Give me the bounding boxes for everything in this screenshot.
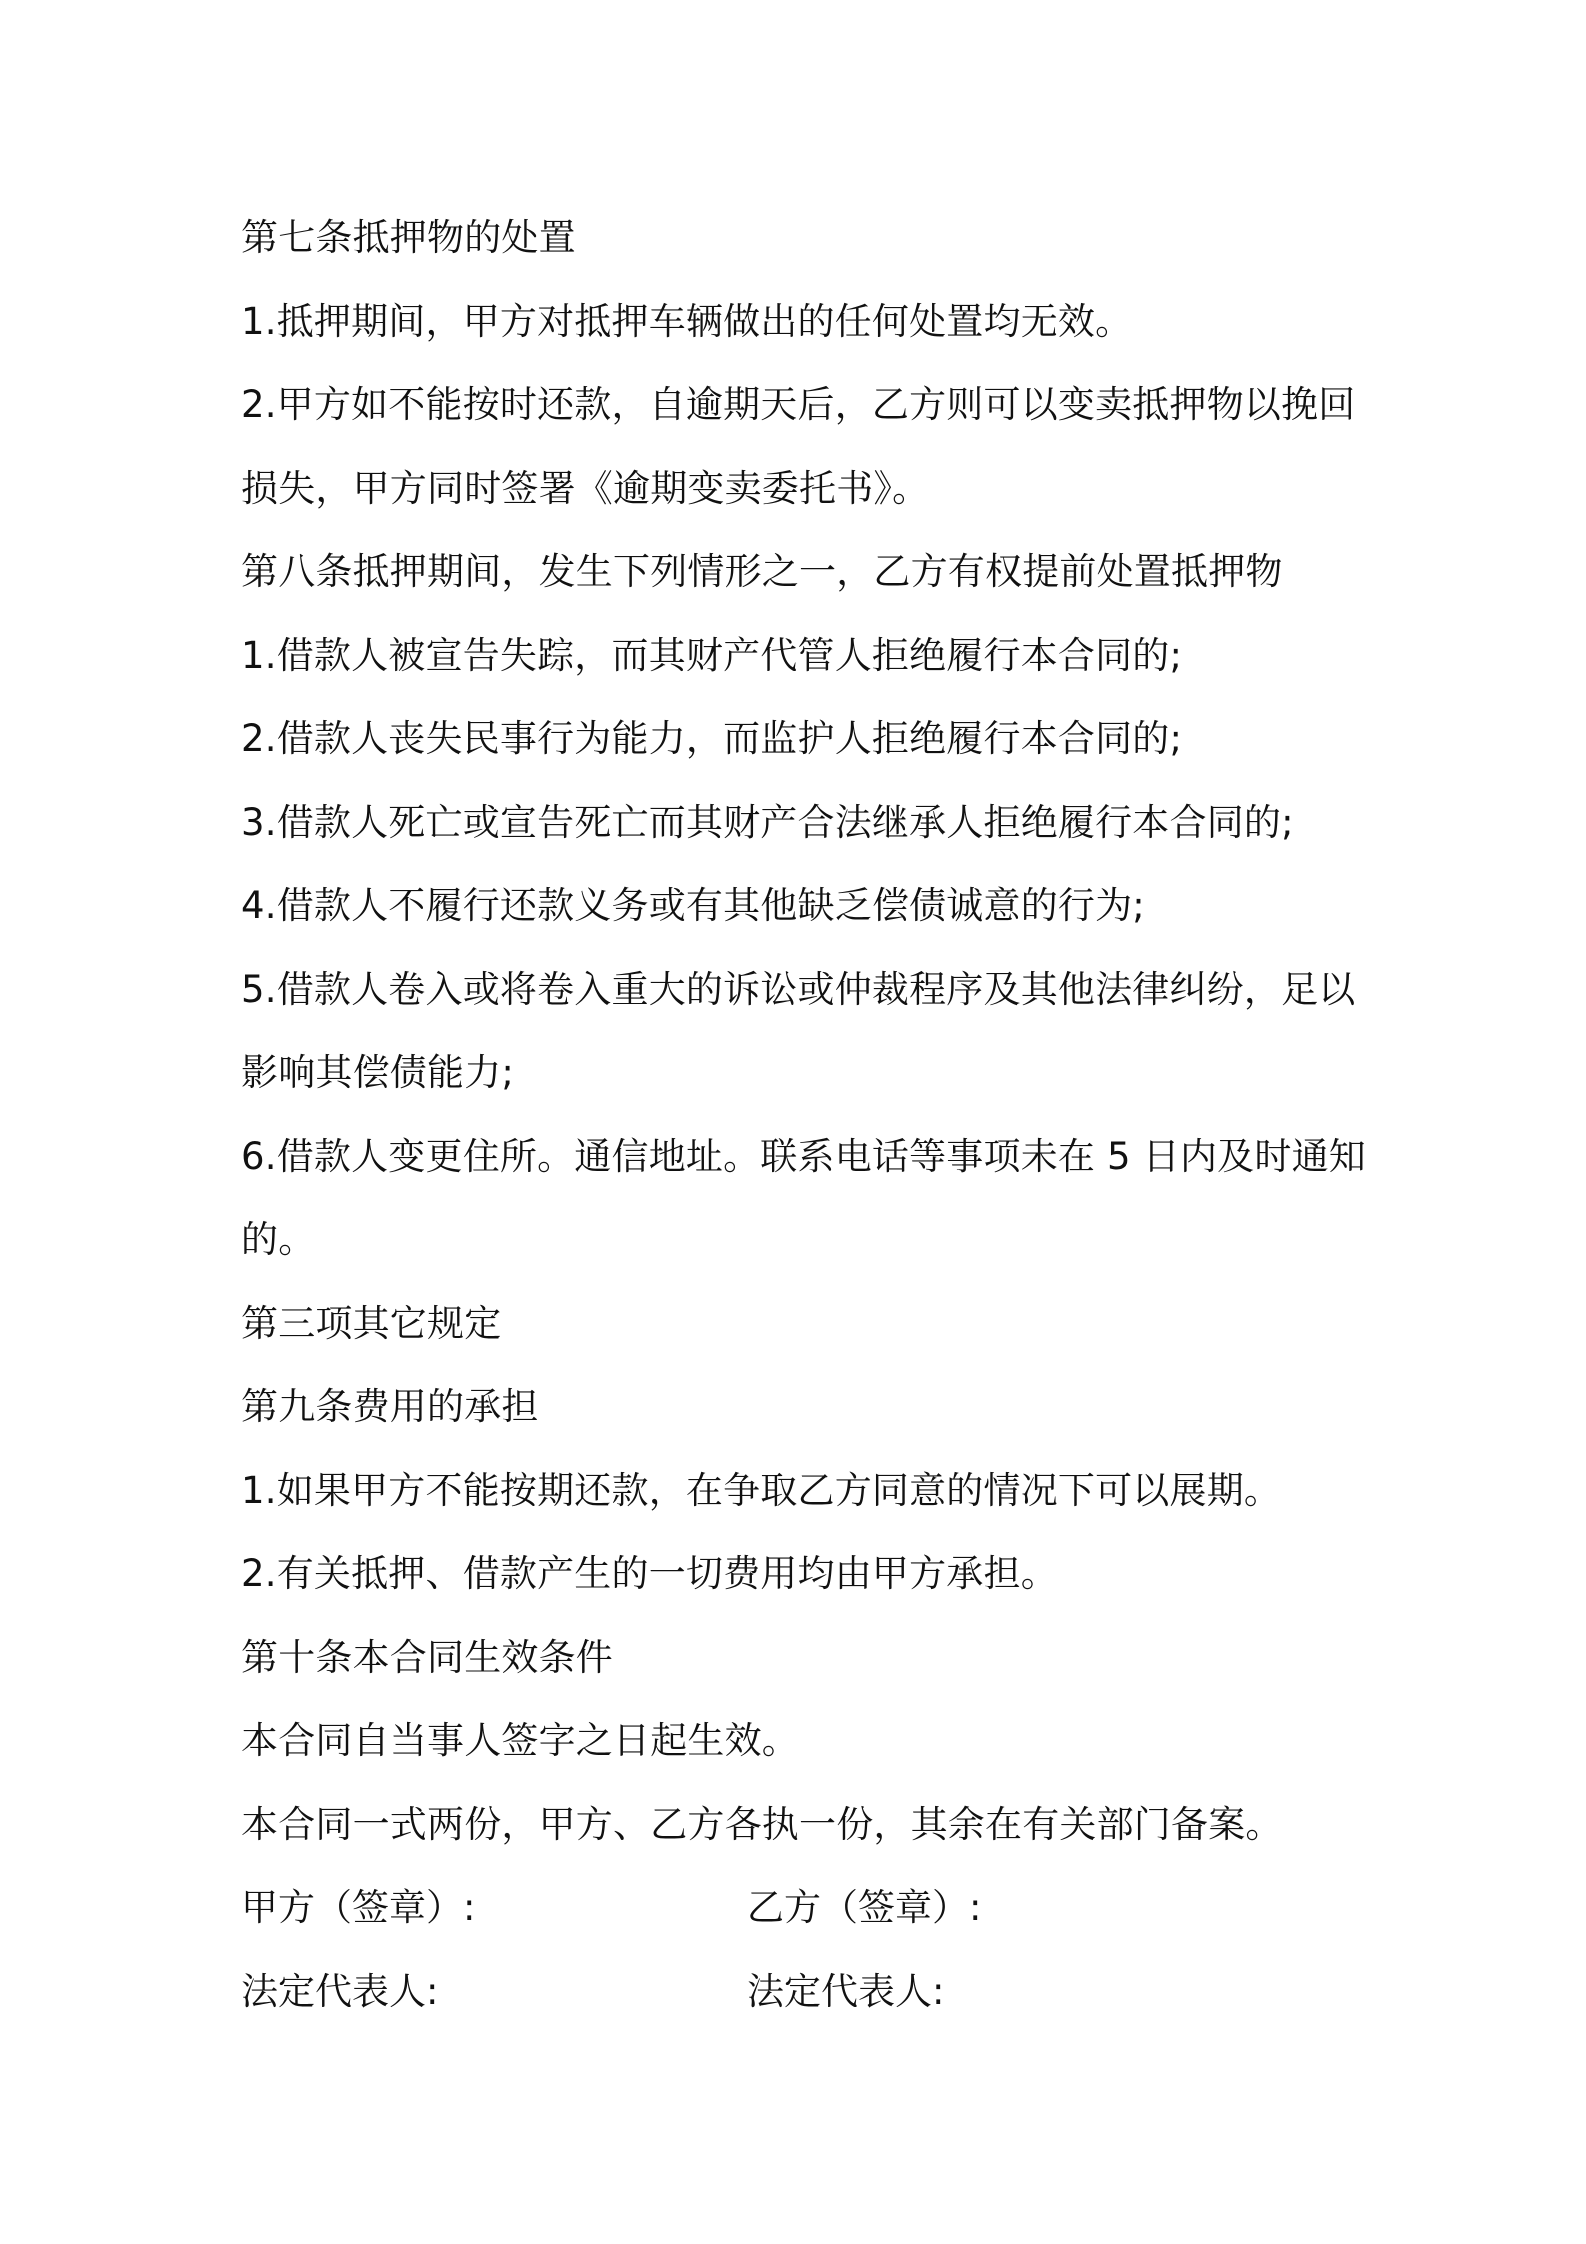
article-8-item-5-line-2: 影响其偿债能力; <box>241 1051 515 1094</box>
article-8-item-5-line-1: 5.借款人卷入或将卷入重大的诉讼或仲裁程序及其他法律纠纷，足以 <box>241 967 1356 1011</box>
article-8-heading: 第八条抵押期间，发生下列情形之一，乙方有权提前处置抵押物 <box>241 550 1283 593</box>
article-9-item-2: 2.有关抵押、借款产生的一切费用均由甲方承担。 <box>241 1552 1058 1595</box>
article-8-item-4: 4.借款人不履行还款义务或有其他缺乏偿债诚意的行为; <box>241 884 1145 927</box>
party-b-legal-representative-label: 法定代表人: <box>747 1969 945 2013</box>
article-8-item-1: 1.借款人被宣告失踪，而其财产代管人拒绝履行本合同的; <box>241 633 1183 677</box>
article-8-item-6-line-2: 的。 <box>241 1218 316 1261</box>
party-a-legal-representative-label: 法定代表人: <box>241 1969 439 2013</box>
article-10-heading: 第十条本合同生效条件 <box>241 1635 613 1679</box>
party-b-signature-label: 乙方（签章）: <box>747 1886 982 1929</box>
party-a-signature-label: 甲方（签章）: <box>241 1886 476 1929</box>
signature-row-2 <box>241 1950 1361 2034</box>
article-7-item-1: 1.抵押期间，甲方对抵押车辆做出的任何处置均无效。 <box>241 299 1133 343</box>
article-10-body-1: 本合同自当事人签字之日起生效。 <box>241 1719 799 1762</box>
section-3-heading: 第三项其它规定 <box>241 1301 502 1345</box>
document-body <box>241 196 1366 2033</box>
article-10-body-2: 本合同一式两份，甲方、乙方各执一份，其余在有关部门备案。 <box>241 1802 1283 1846</box>
article-8-item-3: 3.借款人死亡或宣告死亡而其财产合法继承人拒绝履行本合同的; <box>241 800 1294 844</box>
article-7-heading: 第七条抵押物的处置 <box>241 216 576 259</box>
article-8-item-6-line-1: 6.借款人变更住所。通信地址。联系电话等事项未在 5 日内及时通知 <box>241 1134 1366 1178</box>
article-9-item-1: 1.如果甲方不能按期还款，在争取乙方同意的情况下可以展期。 <box>241 1468 1282 1512</box>
signature-row-1 <box>241 1866 1361 1950</box>
article-9-heading: 第九条费用的承担 <box>241 1385 539 1428</box>
article-7-item-2-line-2: 损失，甲方同时签署《逾期变卖委托书》。 <box>241 466 930 510</box>
article-7-item-2-line-1: 2.甲方如不能按时还款，自逾期天后，乙方则可以变卖抵押物以挽回 <box>241 383 1356 426</box>
article-8-item-2: 2.借款人丧失民事行为能力，而监护人拒绝履行本合同的; <box>241 717 1183 760</box>
